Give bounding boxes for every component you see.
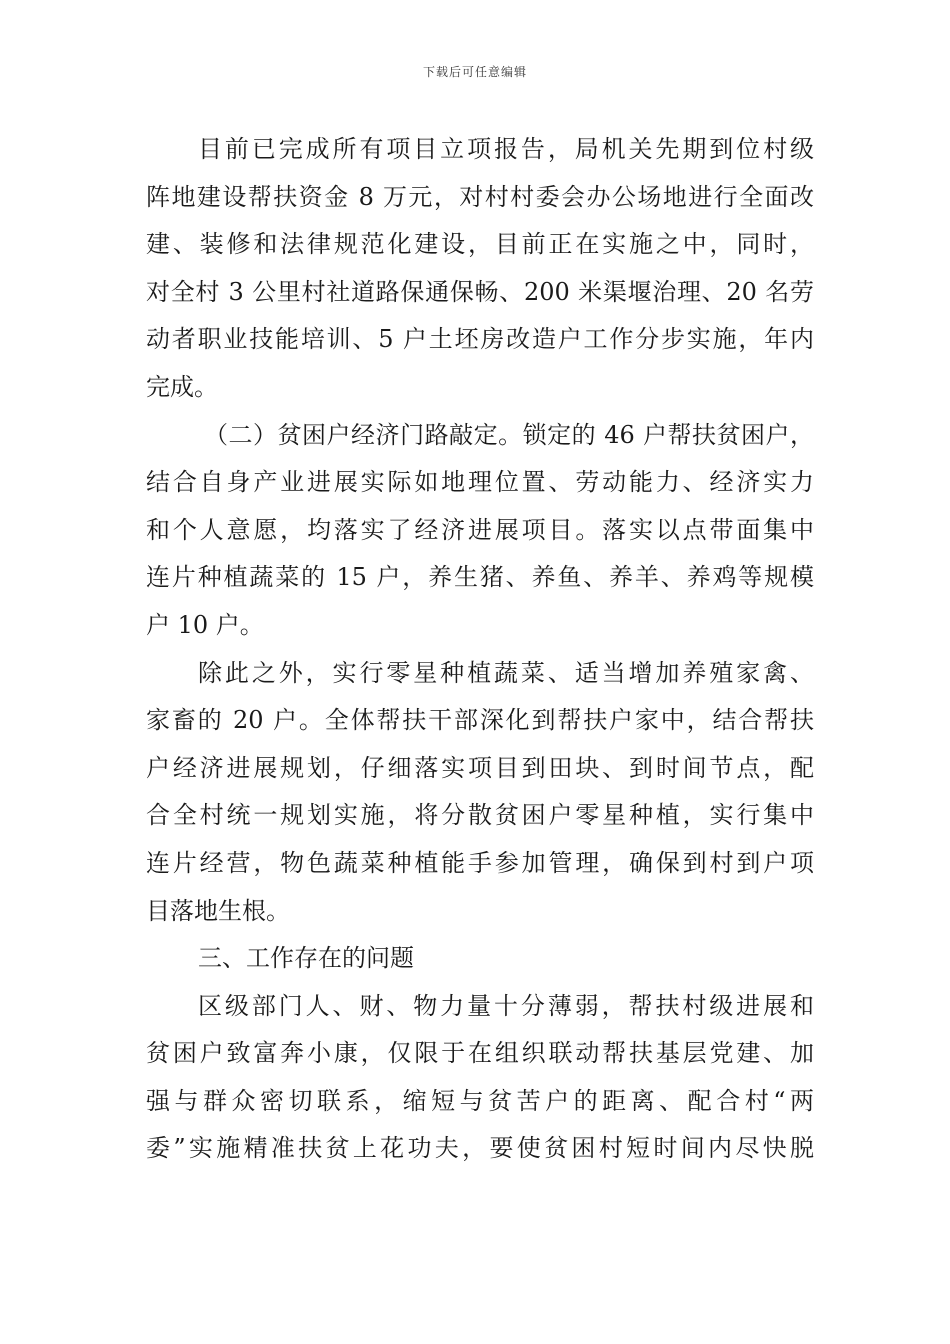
text-line: 和个人意愿，均落实了经济进展项目。落实以点带面集中 (146, 515, 814, 544)
text-line: 阵地建设帮扶资金 8 万元，对村村委会办公场地进行全面改 (146, 182, 814, 211)
text-line: 连片经营，物色蔬菜种植能手参加管理，确保到村到户项 (146, 848, 814, 877)
text-line: 目落地生根。 (146, 896, 290, 925)
text-line: 强与群众密切联系，缩短与贫苦户的距离、配合村“两 (146, 1086, 814, 1115)
text-line: 区级部门人、财、物力量十分薄弱，帮扶村级进展和 (198, 991, 814, 1020)
text-line: 完成。 (146, 372, 218, 401)
text-line: 动者职业技能培训、5 户土坯房改造户工作分步实施，年内 (146, 325, 814, 354)
text-line: 户经济进展规划，仔细落实项目到田块、到时间节点，配 (146, 753, 814, 782)
section-heading: 三、工作存在的问题 (198, 944, 414, 973)
text-line: （二）贫困户经济门路敲定。锁定的 46 户帮扶贫困户， (204, 420, 814, 449)
page-header: 下载后可任意编辑 (422, 65, 527, 79)
text-line: 贫困户致富奔小康，仅限于在组织联动帮扶基层党建、加 (146, 1039, 814, 1068)
text-line: 合全村统一规划实施，将分散贫困户零星种植，实行集中 (146, 801, 814, 830)
text-line: 委”实施精准扶贫上花功夫，要使贫困村短时间内尽快脱 (146, 1134, 814, 1163)
text-line: 对全村 3 公里村社道路保通保畅、200 米渠堰治理、20 名劳 (146, 277, 814, 306)
document-body (146, 126, 814, 1173)
text-line: 结合自身产业进展实际如地理位置、劳动能力、经济实力 (146, 468, 814, 497)
text-line: 除此之外，实行零星种植蔬菜、适当增加养殖家禽、 (198, 658, 814, 687)
text-line: 建、装修和法律规范化建设，目前正在实施之中，同时， (146, 230, 814, 259)
text-line: 目前已完成所有项目立项报告，局机关先期到位村级 (198, 135, 814, 163)
text-line: 连片种植蔬菜的 15 户，养生猪、养鱼、养羊、养鸡等规模 (146, 563, 814, 592)
text-line: 户 10 户。 (146, 610, 264, 639)
text-line: 家畜的 20 户。全体帮扶干部深化到帮扶户家中，结合帮扶 (146, 706, 814, 735)
